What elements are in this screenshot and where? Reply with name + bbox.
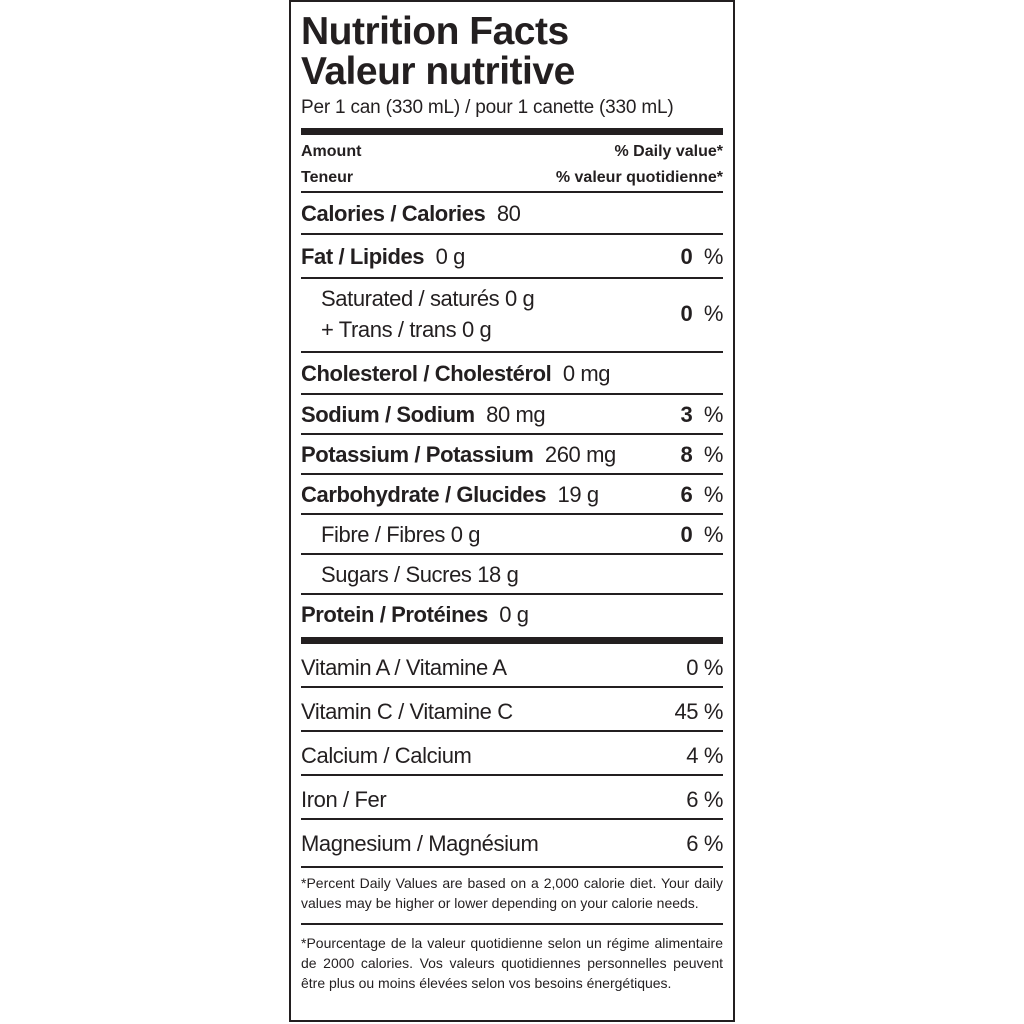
- vitamin-dv: 6 %: [686, 831, 723, 856]
- protein-amount: 0 g: [499, 602, 529, 627]
- title-english: Nutrition Facts: [301, 10, 569, 53]
- carbohydrate-row: [301, 475, 723, 513]
- fat-row: [301, 235, 723, 277]
- column-header: [301, 135, 723, 191]
- vitamin-dv: 0 %: [686, 655, 723, 680]
- potassium-dv: 8: [680, 442, 693, 467]
- fibre-dv: 0: [680, 522, 693, 547]
- footnote-french: *Pourcentage de la valeur quotidienne selon un régime alimentaire de 2000 calories. Vos valeurs quotidiennes personnelles peuvent être plus ou moins élevées selon vos besoins énergétiques.: [301, 935, 723, 991]
- potassium-amount: 260 mg: [544, 442, 616, 467]
- sugars-row: [301, 555, 723, 593]
- trans-line: + Trans / trans 0 g: [321, 317, 492, 342]
- vitamin-label: Vitamin A / Vitamine A: [301, 655, 507, 680]
- calories-label: Calories / Calories: [301, 201, 486, 226]
- sodium-row: [301, 395, 723, 433]
- title-french: Valeur nutritive: [301, 50, 575, 93]
- vitamin-row: [301, 732, 723, 774]
- cholesterol-amount: 0 mg: [562, 361, 611, 386]
- fibre-row: [301, 515, 723, 553]
- nutrition-facts-panel: [289, 0, 735, 1022]
- calories-amount: 80: [496, 201, 521, 226]
- vitamin-label: Iron / Fer: [301, 787, 387, 812]
- panel-content: [301, 12, 723, 993]
- protein-row: [301, 595, 723, 633]
- carbohydrate-dv-unit: %: [703, 482, 723, 507]
- carbohydrate-dv: 6: [680, 482, 693, 507]
- vitamin-row: [301, 776, 723, 818]
- vitamin-dv: 45 %: [674, 699, 723, 724]
- vitamin-dv: 4 %: [686, 743, 723, 768]
- amount-header-fr: Teneur: [301, 169, 354, 186]
- saturated-trans-row: [301, 279, 723, 351]
- protein-label: Protein / Protéines: [301, 602, 488, 627]
- vitamin-label: Magnesium / Magnésium: [301, 831, 539, 856]
- vitamin-label: Calcium / Calcium: [301, 743, 472, 768]
- fibre-dv-unit: %: [703, 522, 723, 547]
- sodium-dv-unit: %: [703, 402, 723, 427]
- thick-divider: [301, 637, 723, 644]
- footnote-english: *Percent Daily Values are based on a 2,000 calorie diet. Your daily values may be higher or lower depending on your calorie needs.: [301, 875, 723, 911]
- vitamin-label: Vitamin C / Vitamine C: [301, 699, 513, 724]
- vitamin-dv: 6 %: [686, 787, 723, 812]
- vitamin-row: [301, 820, 723, 862]
- saturated-dv: 0: [680, 301, 693, 326]
- fat-dv: 0: [680, 244, 693, 269]
- serving-size: Per 1 can (330 mL) / pour 1 canette (330 mL): [301, 97, 674, 118]
- fat-amount: 0 g: [435, 244, 465, 269]
- dv-header-en: % Daily value*: [614, 143, 723, 160]
- fibre-label: Fibre / Fibres 0 g: [321, 522, 481, 547]
- sodium-dv: 3: [680, 402, 693, 427]
- vitamin-row: [301, 644, 723, 686]
- vitamin-row: [301, 688, 723, 730]
- carbohydrate-amount: 19 g: [557, 482, 599, 507]
- carbohydrate-label: Carbohydrate / Glucides: [301, 482, 547, 507]
- fat-label: Fat / Lipides: [301, 244, 425, 269]
- saturated-dv-unit: %: [703, 301, 723, 326]
- sugars-label: Sugars / Sucres 18 g: [321, 562, 519, 587]
- cholesterol-row: [301, 353, 723, 393]
- cholesterol-label: Cholesterol / Cholestérol: [301, 361, 552, 386]
- potassium-label: Potassium / Potassium: [301, 442, 534, 467]
- calories-row: [301, 193, 723, 233]
- potassium-row: [301, 435, 723, 473]
- sodium-label: Sodium / Sodium: [301, 402, 475, 427]
- sodium-amount: 80 mg: [486, 402, 546, 427]
- thick-divider: [301, 128, 723, 135]
- saturated-line: Saturated / saturés 0 g: [321, 286, 535, 311]
- potassium-dv-unit: %: [703, 442, 723, 467]
- fat-dv-unit: %: [703, 244, 723, 269]
- amount-header-en: Amount: [301, 143, 362, 160]
- dv-header-fr: % valeur quotidienne*: [555, 169, 723, 186]
